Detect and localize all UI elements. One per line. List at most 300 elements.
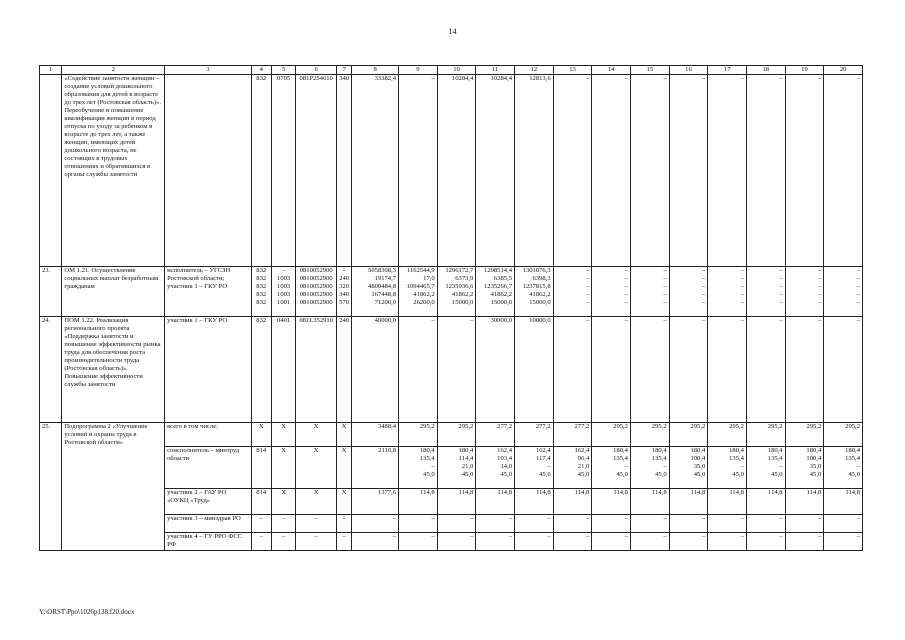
value-cell-col-10 [437,267,476,317]
value-cell-col-15 [630,447,669,489]
value-cell-col-9 [399,75,438,267]
cell-value: 135,4 [419,455,435,462]
value-cell-col-14 [592,533,631,551]
value-cell-col-4 [251,489,271,515]
value-cell-col-15 [630,75,669,267]
cell-value: 162,4 [574,447,590,454]
value-cell-col-8 [352,317,399,423]
value-cell-col-20 [824,423,863,447]
value-cell-col-7 [337,317,352,423]
budget-table [39,65,863,551]
cell-value: – [817,291,822,298]
cell-value: X [281,489,286,496]
cell-value: – [342,515,346,522]
value-cell-col-13 [553,267,592,317]
value-cell-col-14 [592,75,631,267]
cell-value: 45,0 [693,471,706,478]
cell-value: 832 [256,317,267,324]
cell-value: X [281,447,286,454]
cell-value: – [508,515,513,522]
value-cell-col-18 [746,267,785,317]
cell-value: 41862,2 [529,291,551,298]
cell-value: – [856,267,860,274]
row-title: ОМ 1.21. Осуществление социальных выплат безработным гражданам [62,267,165,317]
value-cell-col-20 [824,447,863,489]
value-cell-col-18 [746,423,785,447]
cell-value: – [624,463,628,470]
value-cell-col-6 [296,489,337,515]
cell-value: – [281,267,286,274]
cell-value: – [702,515,706,522]
cell-value: 277,2 [574,423,590,430]
cell-value: 832 [256,275,267,282]
cell-value: 45,0 [577,471,590,478]
value-cell-col-20 [824,267,863,317]
value-cell-col-5 [271,533,295,551]
cell-value: 180,4 [690,447,706,454]
cell-value: – [663,533,667,540]
value-cell-col-10 [437,423,476,447]
cell-value: – [431,515,435,522]
value-cell-col-16 [669,489,708,515]
column-header-11: 11 [476,66,515,75]
value-cell-col-8 [352,515,399,533]
cell-value: – [740,533,744,540]
value-cell-col-4 [251,267,271,317]
cell-value: 10284,4 [451,75,474,82]
cell-value: 0810052900 [299,299,333,306]
value-cell-col-16 [669,447,708,489]
cell-value: 100,4 [806,455,822,462]
value-cell-col-17 [708,317,747,423]
cell-value: – [856,283,860,290]
column-header-17: 17 [708,66,747,75]
cell-value: – [663,317,667,324]
cell-value: 1094465,7 [406,283,435,290]
executor-cell: соисполнитель – минтруд области [165,447,251,489]
cell-value: 180,4 [458,447,474,454]
cell-value: – [702,283,706,290]
value-cell-col-5 [271,447,295,489]
value-cell-col-5 [271,489,295,515]
cell-value: 45,0 [848,471,860,478]
cell-value: – [663,267,667,274]
value-cell-col-17 [708,447,747,489]
value-cell-col-16 [669,423,708,447]
column-header-19: 19 [785,66,824,75]
value-cell-col-10 [437,317,476,423]
value-cell-col-11 [476,447,515,489]
value-cell-col-12 [515,533,554,551]
table-row [40,317,863,423]
cell-value: 832 [256,299,267,306]
cell-value: – [663,299,667,306]
cell-value: 295,2 [845,423,860,430]
cell-value: – [586,299,590,306]
cell-value: X [341,423,347,430]
cell-value: 081P254610 [299,75,333,82]
cell-value: – [702,75,706,82]
value-cell-col-13 [553,75,592,267]
value-cell-col-19 [785,515,824,533]
value-cell-col-4 [251,515,271,533]
value-cell-col-14 [592,423,631,447]
cell-value: 0810052900 [299,275,333,282]
value-cell-col-18 [746,447,785,489]
cell-value: – [624,299,628,306]
table-header-row [40,66,863,75]
cell-value: 6373,9 [455,275,474,282]
cell-value: – [740,291,744,298]
value-cell-col-14 [592,515,631,533]
cell-value: – [547,515,551,522]
cell-value: 162,4 [497,447,513,454]
row-title: ПОМ 1.22. Реализация регионального проекта «Поддержка занятости и повышение эффективности рынка труда для обеспечения роста производительности труда (Ростовская область)». Повышение эффективности службы занятости [62,317,165,423]
cell-value: 295,2 [690,423,706,430]
cell-value: – [740,267,744,274]
cell-value: 295,2 [613,423,628,430]
cell-value: 45,0 [461,471,474,478]
cell-value: 0401 [277,317,291,324]
cell-value: – [740,283,744,290]
cell-value: X [258,423,264,430]
column-header-4: 4 [251,66,271,75]
cell-value: 4800484,8 [368,283,397,290]
cell-value: – [431,463,435,470]
value-cell-col-9 [399,515,438,533]
cell-value: – [547,533,551,540]
cell-value: 1003 [277,283,291,290]
cell-value: X [341,447,347,454]
value-cell-col-18 [746,75,785,267]
value-cell-col-11 [476,489,515,515]
cell-value: 0810052900 [299,283,333,290]
cell-value: 1003 [277,275,291,282]
value-cell-col-18 [746,489,785,515]
value-cell-col-17 [708,423,747,447]
value-cell-col-19 [785,533,824,551]
cell-value: – [856,275,860,282]
value-cell-col-13 [553,317,592,423]
cell-value: 114,8 [574,489,590,496]
cell-value: 103,4 [497,455,513,462]
column-header-8: 8 [352,66,399,75]
cell-value: 15000,0 [529,299,551,306]
value-cell-col-15 [630,267,669,317]
cell-value: – [392,533,397,540]
row-number: 23. [40,267,62,317]
cell-value: – [779,533,783,540]
cell-value: – [856,463,860,470]
value-cell-col-16 [669,317,708,423]
cell-value: 114,8 [497,489,513,496]
cell-value: – [779,267,783,274]
cell-value: – [856,75,860,82]
cell-value: 30000,0 [490,317,513,324]
cell-value: 45,0 [732,471,744,478]
cell-value: 081L352910 [299,317,334,324]
value-cell-col-19 [785,267,824,317]
column-header-20: 20 [824,66,863,75]
page-number: 14 [448,27,457,36]
value-cell-col-12 [515,75,554,267]
cell-value: 100,4 [690,455,706,462]
value-cell-col-11 [476,423,515,447]
cell-value: – [508,533,513,540]
value-cell-col-13 [553,447,592,489]
cell-value: 6398,3 [532,275,551,282]
cell-value: 180,4 [613,447,628,454]
column-header-9: 9 [399,66,438,75]
value-cell-col-8 [352,533,399,551]
cell-value: 35,0 [809,463,822,470]
row-number: 25. [40,423,62,551]
cell-value: – [779,463,783,470]
cell-value: – [314,515,318,522]
cell-value: 71200,0 [374,299,397,306]
cell-value: 814 [256,489,267,496]
cell-value: – [586,283,590,290]
cell-value: – [470,515,474,522]
cell-value: 1001 [277,299,291,306]
cell-value: 277,2 [535,423,551,430]
cell-value: 114,8 [729,489,744,496]
value-cell-col-6 [296,267,337,317]
cell-value: – [663,75,667,82]
cell-value: – [431,533,435,540]
value-cell-col-19 [785,489,824,515]
value-cell-col-17 [708,489,747,515]
cell-value: 180,4 [845,447,860,454]
cell-value: – [624,275,628,282]
cell-value: – [663,291,667,298]
cell-value: X [313,447,319,454]
cell-value: 1296172,7 [445,267,474,274]
cell-value: 41862,2 [451,291,474,298]
value-cell-col-5 [271,267,295,317]
column-header-15: 15 [630,66,669,75]
column-header-3: 3 [165,66,251,75]
value-cell-col-9 [399,423,438,447]
cell-value: 117,4 [536,455,551,462]
cell-value: 295,2 [767,423,783,430]
cell-value: X [281,423,286,430]
cell-value: 240 [339,317,350,324]
cell-value: 45,0 [655,471,667,478]
cell-value: – [856,317,860,324]
value-cell-col-20 [824,75,863,267]
cell-value: 295,2 [458,423,474,430]
value-cell-col-10 [437,533,476,551]
cell-value: – [817,283,822,290]
cell-value: – [740,275,744,282]
value-cell-col-17 [708,533,747,551]
value-cell-col-4 [251,447,271,489]
cell-value: 180,4 [767,447,783,454]
value-cell-col-5 [271,423,295,447]
cell-value: 340 [339,291,350,298]
cell-value: – [779,299,783,306]
cell-value: 10284,4 [490,75,513,82]
value-cell-col-4 [251,317,271,423]
cell-value: 40000,0 [374,317,397,324]
cell-value: 114,8 [613,489,628,496]
cell-value: 14,0 [500,463,513,470]
value-cell-col-9 [399,533,438,551]
cell-value: 832 [256,267,267,274]
value-cell-col-12 [515,267,554,317]
column-header-14: 14 [592,66,631,75]
cell-value: 12813,6 [529,75,551,82]
cell-value: – [392,515,397,522]
cell-value: – [259,533,263,540]
cell-value: – [586,533,590,540]
cell-value: – [586,267,590,274]
column-header-13: 13 [553,66,592,75]
cell-value: – [624,515,628,522]
value-cell-col-18 [746,317,785,423]
value-cell-col-14 [592,489,631,515]
value-cell-col-11 [476,317,515,423]
cell-value: 114,8 [690,489,706,496]
cell-value: 19174,7 [374,275,397,282]
cell-value: 135,4 [651,455,667,462]
cell-value: – [281,515,286,522]
value-cell-col-13 [553,423,592,447]
table-row [40,75,863,267]
value-cell-col-5 [271,317,295,423]
cell-value: – [586,275,590,282]
cell-value: – [624,267,628,274]
cell-value: – [586,75,590,82]
cell-value: – [740,317,744,324]
cell-value: 45,0 [771,471,783,478]
cell-value: – [779,515,783,522]
footer-file-path: Y:\ORST\Ppo\1026p138.f20.docx [39,608,135,616]
cell-value: 45,0 [809,471,822,478]
cell-value: – [342,533,346,540]
cell-value: – [817,533,822,540]
value-cell-col-16 [669,515,708,533]
cell-value: – [624,283,628,290]
cell-value: X [313,489,319,496]
cell-value: 10000,0 [529,317,551,324]
executor-cell: участник 2 – ГАУ РО «ОУКЦ «Труд» [165,489,251,515]
value-cell-col-7 [337,447,352,489]
cell-value: – [586,515,590,522]
cell-value: – [624,317,628,324]
cell-value: 295,2 [729,423,744,430]
value-cell-col-9 [399,317,438,423]
value-cell-col-19 [785,447,824,489]
cell-value: 114,8 [768,489,783,496]
cell-value: 114,8 [806,489,822,496]
table-row [40,267,863,317]
cell-value: 15000,0 [490,299,513,306]
value-cell-col-12 [515,489,554,515]
cell-value: 814 [256,447,267,454]
column-header-6: 6 [296,66,337,75]
cell-value: – [663,515,667,522]
cell-value: 180,4 [806,447,822,454]
cell-value: 26200,0 [413,299,435,306]
cell-value: 1003 [277,291,291,298]
value-cell-col-12 [515,423,554,447]
column-header-1: 1 [40,66,62,75]
cell-value: 45,0 [423,471,435,478]
cell-value: 2110,8 [378,447,397,454]
value-cell-col-6 [296,533,337,551]
cell-value: 114,8 [845,489,860,496]
column-header-5: 5 [271,66,295,75]
value-cell-col-6 [296,317,337,423]
cell-value: 1235266,7 [483,283,513,290]
cell-value: 21,0 [577,463,590,470]
value-cell-col-15 [630,317,669,423]
column-header-10: 10 [437,66,476,75]
cell-value: 33382,4 [374,75,397,82]
value-cell-col-18 [746,515,785,533]
cell-value: – [702,533,706,540]
cell-value: 180,4 [419,447,435,454]
cell-value: 114,8 [458,489,474,496]
cell-value: – [470,317,474,324]
value-cell-col-17 [708,267,747,317]
value-cell-col-20 [824,489,863,515]
cell-value: – [817,299,822,306]
cell-value: – [470,533,474,540]
cell-value: – [547,463,551,470]
cell-value: X [341,489,347,496]
cell-value: – [624,533,628,540]
cell-value: 277,2 [497,423,513,430]
cell-value: – [740,515,744,522]
column-header-18: 18 [746,66,785,75]
value-cell-col-13 [553,515,592,533]
value-cell-col-16 [669,267,708,317]
value-cell-col-7 [337,489,352,515]
cell-value: 1235936,6 [445,283,474,290]
value-cell-col-9 [399,489,438,515]
cell-value: 320 [339,283,350,290]
cell-value: 180,4 [651,447,667,454]
value-cell-col-14 [592,447,631,489]
cell-value: 135,4 [767,455,783,462]
cell-value: 45,0 [500,471,513,478]
cell-value: 5058308,3 [368,267,397,274]
value-cell-col-14 [592,317,631,423]
value-cell-col-16 [669,533,708,551]
cell-value: – [856,299,860,306]
value-cell-col-8 [352,267,399,317]
cell-value: 135,4 [845,455,860,462]
cell-value: 1162544,9 [406,267,435,274]
cell-value: 41862,2 [413,291,435,298]
cell-value: – [702,275,706,282]
cell-value: 17,0 [423,275,435,282]
cell-value: 832 [256,283,267,290]
column-header-2: 2 [62,66,165,75]
value-cell-col-7 [337,267,352,317]
cell-value: – [779,275,783,282]
cell-value: 41862,2 [490,291,513,298]
cell-value: 1298514,4 [483,267,513,274]
executor-cell: участник 4 – ГУ РРО ФСС РФ [165,533,251,551]
cell-value: – [740,463,744,470]
value-cell-col-10 [437,515,476,533]
cell-value: 167448,8 [371,291,397,298]
value-cell-col-9 [399,267,438,317]
